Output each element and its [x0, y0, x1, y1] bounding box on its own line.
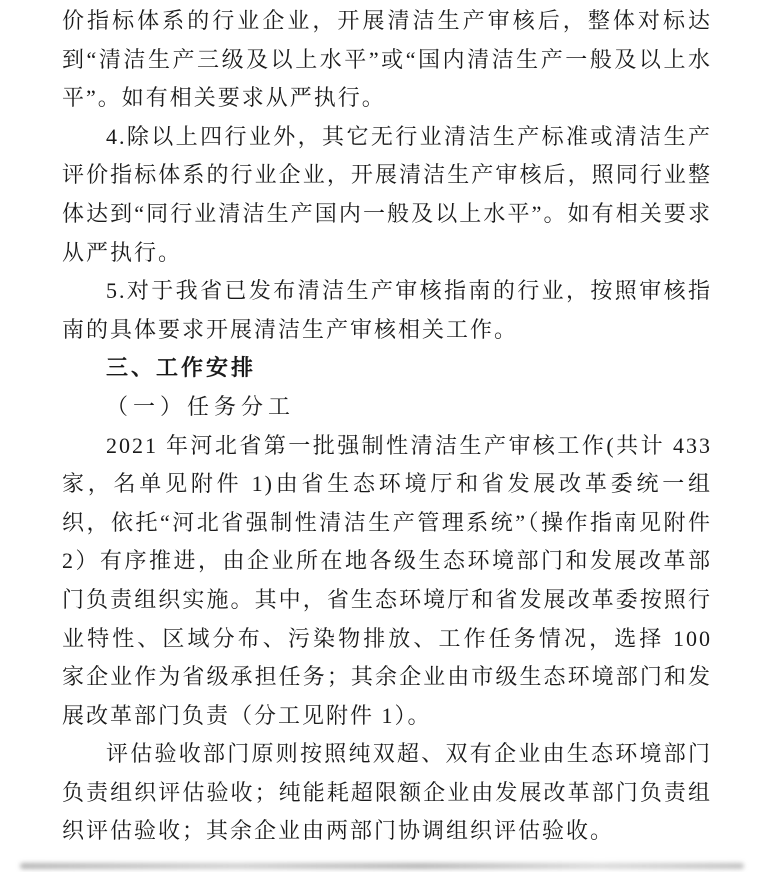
- paragraph-task-division-body: 2021 年河北省第一批强制性清洁生产审核工作(共计 433 家，名单见附件 1)由省生态环境厅和省发展改革委统一组织，依托“河北省强制性清洁生产管理系统”（操作指南见附件 2）有序推进，由企业所在地各级生态环境部门和发展改革部门负责组织实施。其中，省生态环境厅和省发展改革委按照行业特性、区域分布、污染物排放、工作任务情况，选择 100 家企业作为省级承担任务；其余企业由市级生态环境部门和发展改革部门负责（分工见附件 1）。: [62, 432, 712, 728]
- scan-artifact-smudge: [20, 863, 744, 869]
- paragraph-item-4: 4.除以上四行业外，其它无行业清洁生产标准或清洁生产评价指标体系的行业企业，开展清洁生产审核后，照同行业整体达到“同行业清洁生产国内一般及以上水平”。如有相关要求从严执行。: [62, 123, 712, 265]
- paragraph-evaluation-acceptance: 评估验收部门原则按照纯双超、双有企业由生态环境部门负责组织评估验收；纯能耗超限额企业由发展改革部门负责组织评估验收；其余企业由两部门协调组织评估验收。: [62, 741, 712, 844]
- paragraph-continuation: 价指标体系的行业企业，开展清洁生产审核后，整体对标达到“清洁生产三级及以上水平”或“国内清洁生产一般及以上水平”。如有相关要求从严执行。: [62, 8, 712, 111]
- section-heading-work-arrangement: 三、工作安排: [106, 355, 257, 381]
- document-page: [62, 2, 712, 851]
- subsection-heading-task-division: （一）任务分工: [106, 393, 296, 419]
- paragraph-item-5: 5.对于我省已发布清洁生产审核指南的行业，按照审核指南的具体要求开展清洁生产审核相关工作。: [62, 278, 712, 342]
